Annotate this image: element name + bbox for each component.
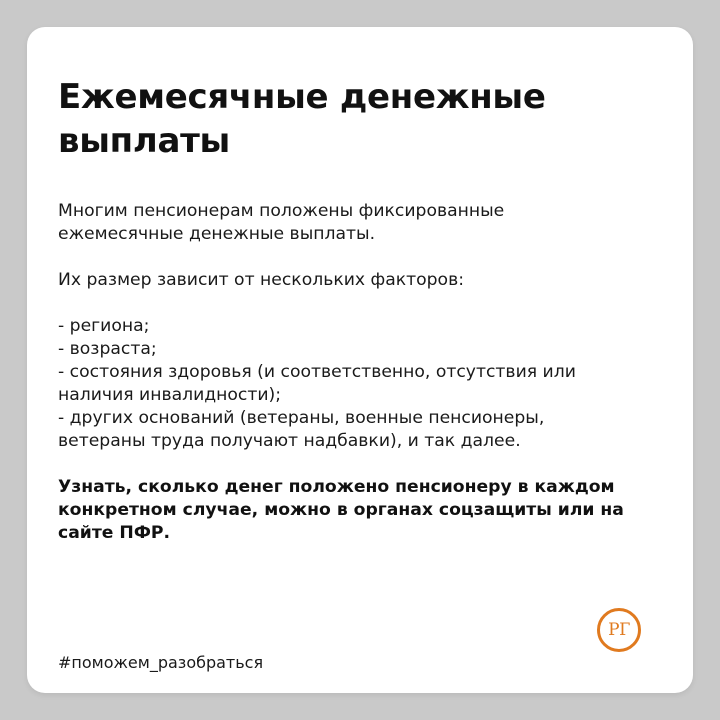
- paragraph-gap: [58, 292, 678, 315]
- paragraph-gap: [58, 453, 678, 476]
- note-line: конкретном случае, можно в органах соцзащиты или на: [58, 500, 624, 520]
- factor-line: - других оснований (ветераны, военные пенсионеры,: [58, 408, 545, 428]
- factor-line: ветераны труда получают надбавки), и так далее.: [58, 431, 521, 451]
- factor-line: наличия инвалидности);: [58, 385, 282, 405]
- hashtag: #поможем_разобраться: [58, 653, 264, 672]
- bold-note: [58, 476, 678, 545]
- note-line: сайте ПФР.: [58, 523, 170, 543]
- article-body: [58, 200, 678, 545]
- title-line: выплаты: [58, 121, 230, 161]
- paragraph-gap: [58, 246, 678, 269]
- intro-line: Многим пенсионерам положены фиксированные: [58, 201, 505, 221]
- factor-line: - состояния здоровья (и соответственно, отсутствия или: [58, 362, 576, 382]
- content-card: [27, 27, 693, 693]
- rg-logo-text: РГ: [608, 619, 630, 640]
- page-title: [58, 75, 658, 163]
- note-line: Узнать, сколько денег положено пенсионеру в каждом: [58, 477, 615, 497]
- intro-line: ежемесячные денежные выплаты.: [58, 224, 376, 244]
- title-line: Ежемесячные денежные: [58, 77, 546, 117]
- factors-intro: Их размер зависит от нескольких факторов:: [58, 270, 464, 290]
- factors-list: [58, 315, 678, 453]
- intro-paragraph: [58, 200, 678, 246]
- factor-line: - возраста;: [58, 339, 157, 359]
- factor-line: - региона;: [58, 316, 150, 336]
- rg-logo: [597, 608, 641, 652]
